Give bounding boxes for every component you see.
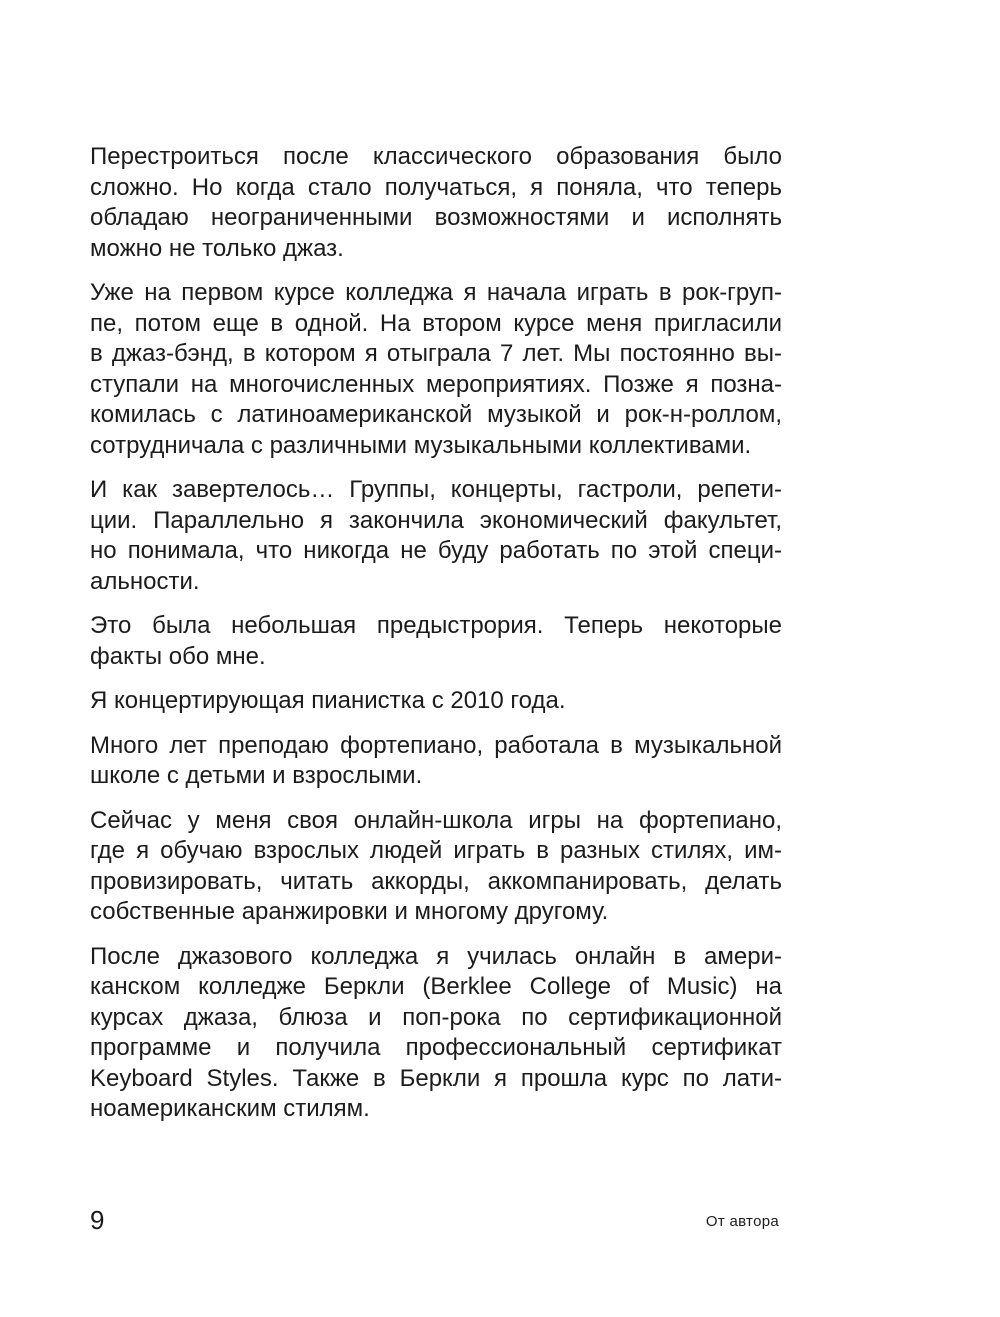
text-line: провизировать, читать аккорды, аккомпанировать, делать <box>90 867 782 895</box>
paragraph <box>90 142 782 264</box>
text-line: собственные аранжировки и многому другому. <box>90 898 609 925</box>
text-line: альности. <box>90 567 200 595</box>
paragraph <box>90 278 782 461</box>
text-line: комилась с латиноамериканской музыкой и рок-н-роллом, <box>90 401 782 428</box>
text-line: ноамериканским стилям. <box>90 1095 370 1122</box>
text-line: Я концертирующая пианистка с 2010 года. <box>90 687 566 714</box>
paragraph <box>90 942 782 1125</box>
paragraph <box>90 611 782 672</box>
text-line: где я обучаю взрослых людей играть в разных стилях, им- <box>90 837 782 864</box>
text-line: Это была небольшая предыстрория. Теперь некоторые <box>90 612 782 639</box>
text-line: сотрудничала с различными музыкальными коллективами. <box>90 431 752 459</box>
text-line: ции. Параллельно я закончила экономический факультет, <box>90 506 782 534</box>
text-line: факты обо мне. <box>90 642 266 670</box>
body-text <box>90 142 782 1139</box>
text-line: Много лет преподаю фортепиано, работала в музыкальной <box>90 731 782 759</box>
text-line: программе и получила профессиональный сертификат <box>90 1034 782 1061</box>
text-line: ступали на многочисленных мероприятиях. Позже я позна- <box>90 370 782 398</box>
paragraph <box>90 475 782 597</box>
text-line: можно не только джаз. <box>90 234 344 262</box>
text-line: Перестроиться после классического образования было <box>90 143 782 170</box>
text-line: курсах джаза, блюза и поп-рока по сертификационной <box>90 1003 782 1031</box>
text-line: Keyboard Styles. Также в Беркли я прошла курс по лати- <box>90 1064 782 1092</box>
running-footer-section-title: От автора <box>705 1213 779 1230</box>
text-line: И как завертелось… Группы, концерты, гастроли, репети- <box>90 476 782 503</box>
paragraph <box>90 686 782 717</box>
text-line: школе с детьми и взрослыми. <box>90 762 423 789</box>
paragraph <box>90 731 782 792</box>
text-line: Уже на первом курсе колледжа я начала играть в рок-груп- <box>90 279 782 306</box>
text-line: обладаю неограниченными возможностями и исполнять <box>90 204 782 231</box>
paragraph <box>90 806 782 928</box>
page-number: 9 <box>90 1205 105 1235</box>
text-line: пе, потом еще в одной. На втором курсе меня пригласили <box>90 309 782 337</box>
text-line: в джаз-бэнд, в котором я отыграла 7 лет. Мы постоянно вы- <box>90 340 782 367</box>
text-line: Сейчас у меня своя онлайн-школа игры на фортепиано, <box>90 806 782 834</box>
text-line: но понимала, что никогда не буду работать по этой специ- <box>90 537 782 564</box>
text-line: сложно. Но когда стало получаться, я поняла, что теперь <box>90 173 782 201</box>
text-line: канском колледже Беркли (Berklee College of Music) на <box>90 973 782 1000</box>
text-line: После джазового колледжа я училась онлайн в амери- <box>90 942 782 970</box>
